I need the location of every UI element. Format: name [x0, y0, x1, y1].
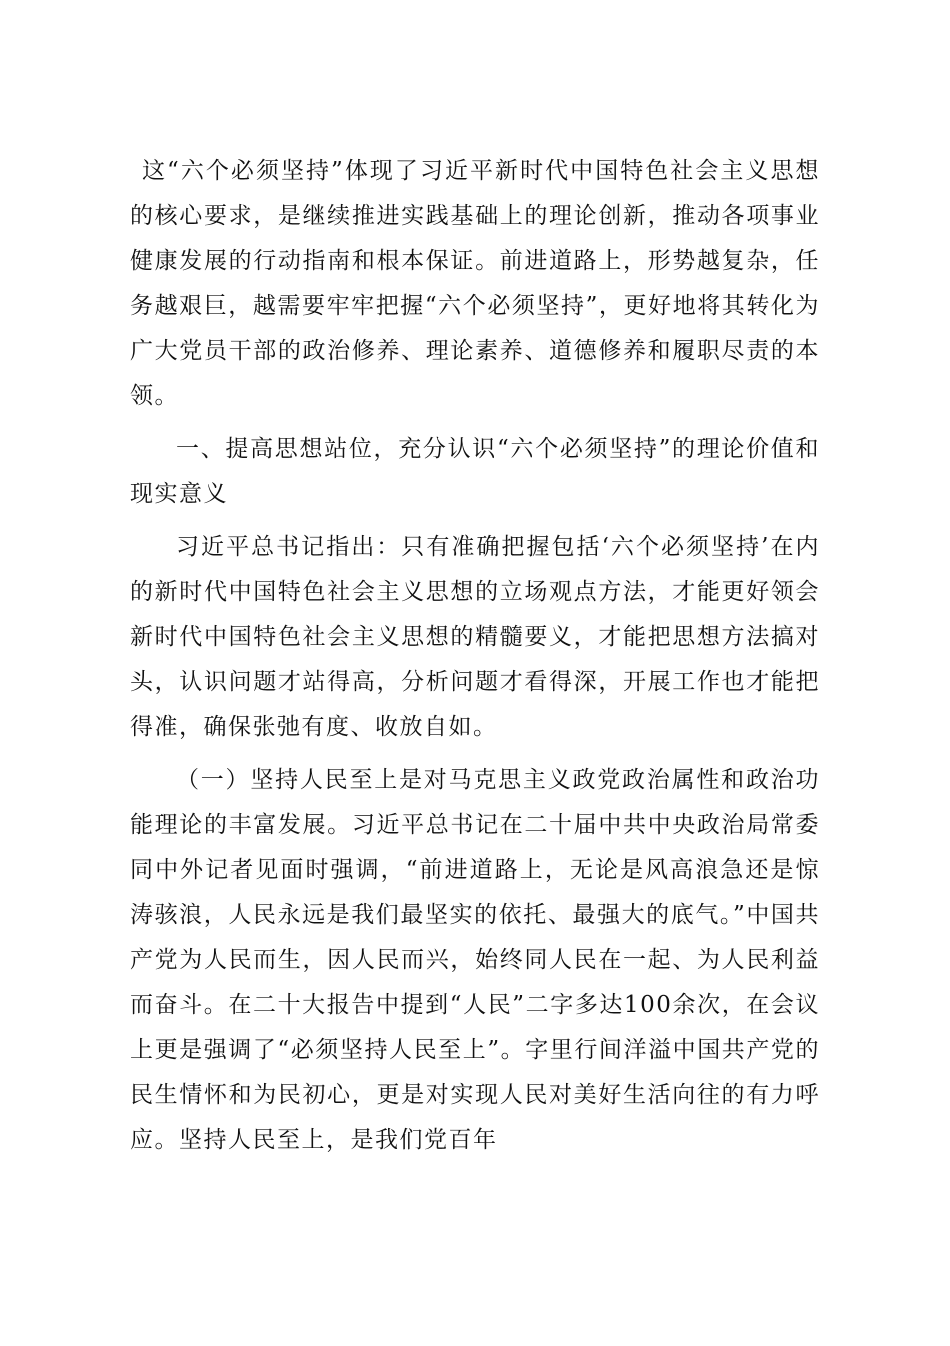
paragraph-quote: 习近平总书记指出：只有准确把握包括‘六个必须坚持’在内的新时代中国特色社会主义思想的立场观点方法，才能更好领会新时代中国特色社会主义思想的精髓要义，才能把思想方法搞对头，认识问题才站得高，分析问题才看得深，开展工作也才能把得准，确保张弛有度、收放自如。	[130, 534, 820, 740]
document-body	[130, 149, 820, 1163]
section-heading-1: 一、提高思想站位，充分认识“六个必须坚持”的理论价值和现实意义	[130, 436, 820, 507]
paragraph-intro: 这“六个必须坚持”体现了习近平新时代中国特色社会主义思想的核心要求，是继续推进实践基础上的理论创新，推动各项事业健康发展的行动指南和根本保证。前进道路上，形势越复杂，任务越艰巨，越需要牢牢把握“六个必须坚持”，更好地将其转化为广大党员干部的政治修养、理论素养、道德修养和履职尽责的本领。	[130, 158, 820, 409]
paragraph-subsection-1: （一）坚持人民至上是对马克思主义政党政治属性和政治功能理论的丰富发展。习近平总书记在二十届中共中央政治局常委同中外记者见面时强调，“前进道路上，无论是风高浪急还是惊涛骇浪，人民永远是我们最坚实的依托、最强大的底气。”中国共产党为人民而生，因人民而兴，始终同人民在一起、为人民利益而奋斗。在二十大报告中提到“人民”二字多达100余次，在会议上更是强调了“必须坚持人民至上”。字里行间洋溢中国共产党的民生情怀和为民初心，更是对实现人民对美好生活向往的有力呼应。坚持人民至上，是我们党百年	[130, 767, 820, 1153]
